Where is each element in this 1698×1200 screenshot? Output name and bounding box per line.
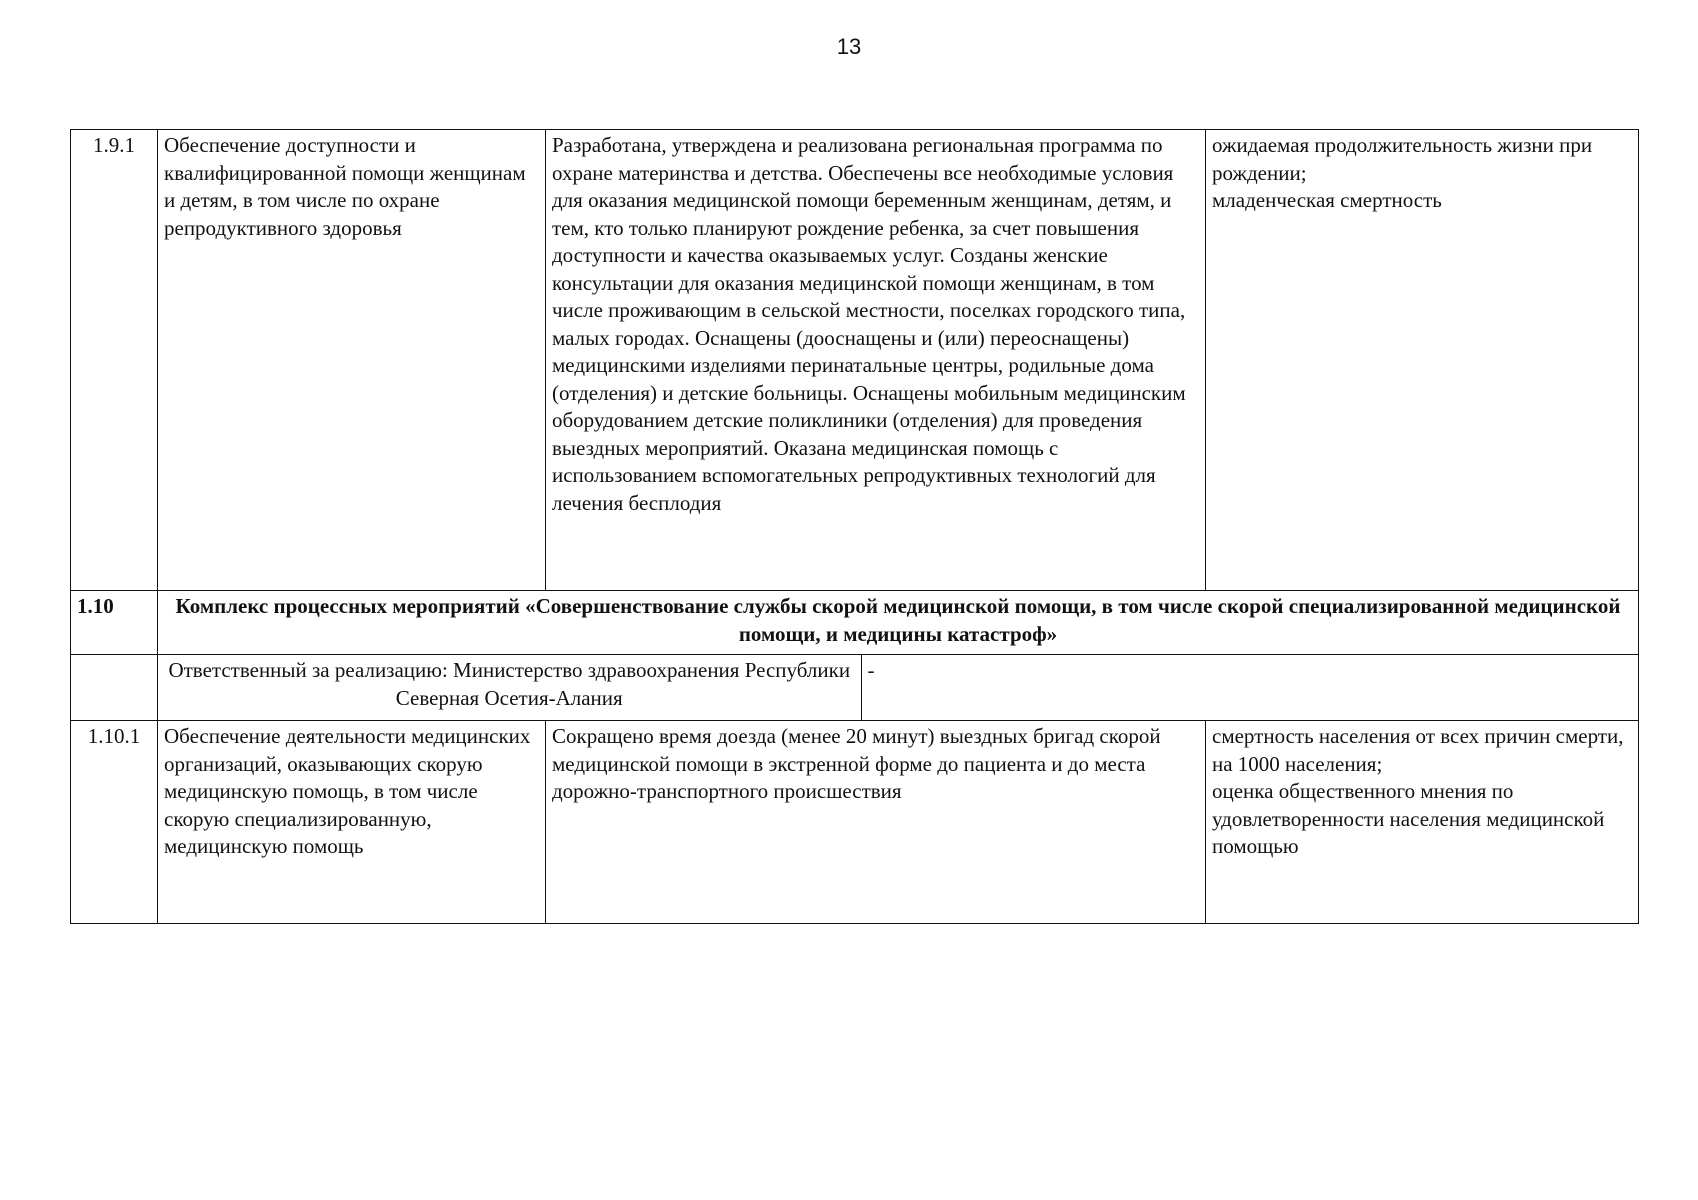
row-number: 1.10.1 bbox=[71, 721, 158, 924]
task-cell: Обеспечение доступности и квалифицированной помощи женщинам и детям, в том числе по охране репродуктивного здоровья bbox=[158, 130, 546, 591]
indicator-item: ожидаемая продолжительность жизни при рождении; bbox=[1212, 133, 1593, 185]
description-cell: Сокращено время доезда (менее 20 минут) выездных бригад скорой медицинской помощи в экстренной форме до пациента и до места дорожно-транспортного происшествия bbox=[546, 721, 1206, 924]
indicator-item: смертность населения от всех причин смерти, на 1000 населения; bbox=[1212, 724, 1624, 776]
section-title: Комплекс процессных мероприятий «Совершенствование службы скорой медицинской помощи, в том числе скорой специализированной медицинской помощи, и медицины катастроф» bbox=[158, 591, 1639, 655]
section-header-row-1-10 bbox=[71, 591, 1639, 655]
responsible-label: Ответственный за реализацию: Министерство здравоохранения Республики Северная Осетия-Алания bbox=[158, 655, 861, 720]
indicators-cell bbox=[1206, 721, 1639, 924]
responsible-row bbox=[71, 655, 1639, 721]
empty-number-cell bbox=[71, 655, 158, 721]
indicators-cell bbox=[1206, 130, 1639, 591]
table-row-1-9-1 bbox=[71, 130, 1639, 591]
row-number: 1.9.1 bbox=[71, 130, 158, 591]
measures-table bbox=[70, 129, 1639, 924]
indicator-item: младенческая смертность bbox=[1212, 188, 1442, 212]
section-number: 1.10 bbox=[71, 591, 158, 655]
task-cell: Обеспечение деятельности медицинских организаций, оказывающих скорую медицинскую помощь, в том числе скорую специализированную, медицинскую помощь bbox=[158, 721, 546, 924]
indicator-item: оценка общественного мнения по удовлетворенности населения медицинской помощью bbox=[1212, 779, 1605, 858]
responsible-value: - bbox=[867, 658, 875, 682]
table-row-1-10-1 bbox=[71, 721, 1639, 924]
responsible-cell bbox=[158, 655, 1639, 721]
description-cell: Разработана, утверждена и реализована региональная программа по охране материнства и детства. Обеспечены все необходимые условия для оказания медицинской помощи беременным женщинам, детям, и тем, кто только планируют рождение ребенка, за счет повышения доступности и качества оказываемых услуг. Созданы женские консультации для оказания медицинской помощи женщинам, в том числе проживающим в сельской местности, поселках городского типа, малых городах. Оснащены (дооснащены и (или) переоснащены) медицинскими изделиями перинатальные центры, родильные дома (отделения) и детские больницы. Оснащены мобильным медицинским оборудованием детские поликлиники (отделения) для проведения выездных мероприятий. Оказана медицинская помощь с использованием вспомогательных репродуктивных технологий для лечения бесплодия bbox=[546, 130, 1206, 591]
page-number: 13 bbox=[836, 34, 862, 59]
responsible-inner-table bbox=[158, 655, 1639, 720]
